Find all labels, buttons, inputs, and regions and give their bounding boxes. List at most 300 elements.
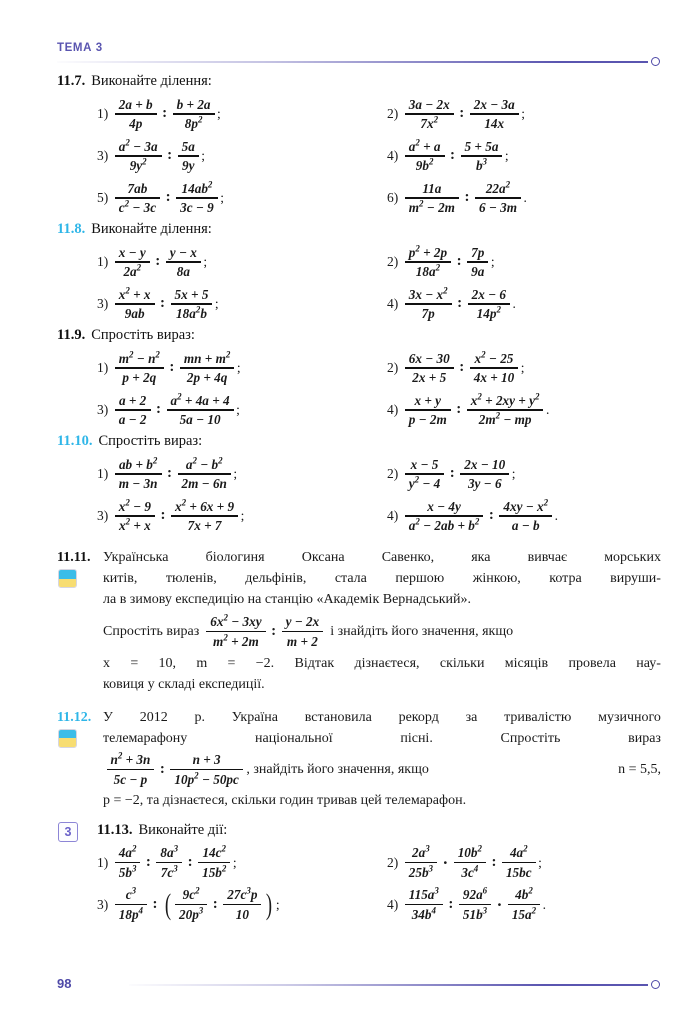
item-label: 3) <box>97 508 109 523</box>
fraction-numerator: x − y <box>118 244 146 260</box>
word: тюленів, <box>165 571 217 586</box>
fraction-bar <box>115 367 164 368</box>
fraction-bar <box>454 862 486 863</box>
division-operator: : <box>456 253 462 270</box>
fraction-bar <box>405 197 459 198</box>
fraction-numerator: $27c^3p$ <box>227 885 258 903</box>
fraction-denominator: $x^2 + x$ <box>118 516 151 534</box>
division-operator: : <box>212 896 218 913</box>
fraction-bar <box>206 631 265 632</box>
word: пісні. <box>400 730 433 746</box>
fraction-numerator: a + 2 <box>118 392 147 408</box>
division-operator: : <box>162 105 168 122</box>
fraction-denominator: m − 3n <box>118 476 158 492</box>
fraction-numerator: $m^2 - n^2$ <box>118 349 160 366</box>
word: жінкою, <box>472 571 521 586</box>
fraction-bar <box>467 409 544 410</box>
prose-line <box>103 707 661 728</box>
fraction-numerator: x − 5 <box>410 456 439 472</box>
fraction-bar <box>405 473 445 474</box>
prose-line <box>103 547 661 568</box>
exercise-item <box>97 177 387 219</box>
fraction-numerator: $x^2 - 9$ <box>118 497 152 514</box>
fraction-bar <box>173 113 215 114</box>
item-label: 3) <box>97 896 109 912</box>
math-expression <box>403 287 516 322</box>
fraction-numerator: n + 3 <box>192 751 221 767</box>
fraction-denominator: $8p^2$ <box>184 114 203 132</box>
fraction <box>175 887 207 922</box>
expression-punctuation: ; <box>220 189 225 205</box>
expression-punctuation: . <box>542 896 546 912</box>
item-label: 3) <box>97 148 109 163</box>
item-label: 4) <box>387 296 399 311</box>
exercise-heading <box>57 432 661 451</box>
item-label: 3) <box>97 296 109 311</box>
fraction-numerator: 2x − 10 <box>464 456 506 472</box>
math-expression <box>113 351 240 386</box>
item-label: 2) <box>387 360 399 375</box>
math-expression <box>403 393 549 428</box>
ukraine-flag-icon <box>58 729 77 748</box>
exercise-item <box>387 177 661 219</box>
word: яка <box>471 550 491 565</box>
expression-punctuation: . <box>545 401 550 417</box>
fraction-denominator: $2m^2$ − mp <box>478 410 532 428</box>
word: −2. <box>255 655 275 671</box>
math-expression <box>403 181 527 216</box>
math-expression <box>403 887 546 922</box>
expression-punctuation: ; <box>201 147 206 163</box>
fraction-denominator: $7c^3$ <box>160 863 178 880</box>
fraction-denominator: 5c − p <box>113 771 148 787</box>
division-operator: : <box>459 359 465 376</box>
exercise-number: 11.10. <box>57 433 93 449</box>
division-operator: : <box>488 507 494 524</box>
item-label: 3) <box>97 402 109 417</box>
prose-line <box>103 653 661 674</box>
fraction-bar <box>461 155 503 156</box>
word: Українська <box>103 550 169 565</box>
flag-bottom-stripe <box>59 579 76 588</box>
inline-math-group <box>103 752 429 787</box>
fraction-numerator: $3x - x^2$ <box>408 285 448 302</box>
fraction-bar <box>282 631 324 632</box>
fraction-bar <box>405 409 451 410</box>
fraction <box>405 887 443 922</box>
fraction <box>405 845 437 880</box>
fraction-denominator: $5b^3$ <box>118 863 137 880</box>
expression-punctuation: ; <box>236 401 240 417</box>
paren-close: ) <box>265 887 273 921</box>
fraction-numerator: $115a^3$ <box>408 885 439 903</box>
word: морських <box>604 550 661 565</box>
math-expression <box>403 499 558 534</box>
exercise-11.8 <box>57 220 661 325</box>
division-operator: : <box>160 295 166 312</box>
exercise-heading <box>57 821 661 840</box>
fraction-numerator: $a^2 - 3a$ <box>118 137 158 154</box>
fraction-denominator: $14p^2$ <box>476 304 501 322</box>
fraction <box>470 351 518 386</box>
fraction-denominator: 5a − 10 <box>179 412 221 428</box>
math-expression <box>403 845 542 880</box>
division-operator: : <box>187 854 193 871</box>
fraction-denominator: $3c^4$ <box>461 863 479 880</box>
division-operator: : <box>167 147 173 164</box>
division-operator: : <box>491 854 497 871</box>
prose-line: p = −2, та дізнаєтеся, скільки годин тривав цей телемарафон. <box>103 792 467 808</box>
fraction-denominator: $a^2 - 2ab + b^2$ <box>408 516 480 534</box>
word: 10, <box>158 655 177 671</box>
fraction <box>475 181 521 216</box>
prose-math-row <box>103 752 661 787</box>
fraction-denominator: 15bc <box>505 864 532 880</box>
fraction-bar <box>405 261 451 262</box>
fraction-bar <box>115 409 151 410</box>
fraction <box>405 245 451 280</box>
fraction <box>405 457 445 492</box>
division-operator: : <box>448 896 454 913</box>
page-header <box>57 42 660 67</box>
word: = <box>130 655 139 671</box>
word: Савенко, <box>381 550 435 565</box>
division-operator: : <box>271 622 277 639</box>
fraction-denominator: 4p <box>129 116 143 132</box>
prose-math-row <box>103 614 661 649</box>
division-operator: : <box>456 401 462 418</box>
exercise-heading <box>57 547 661 695</box>
exercise-11.9 <box>57 326 661 431</box>
item-label: 1) <box>97 854 109 870</box>
fraction-numerator: $10b^2$ <box>457 843 482 861</box>
math-trail-text: , знайдіть його значення, якщо <box>246 761 429 777</box>
fraction-denominator: $25b^3$ <box>408 863 434 880</box>
word: котра <box>549 571 582 586</box>
word: китів, <box>103 571 138 586</box>
page-number: 98 <box>57 976 72 991</box>
item-label: 4) <box>387 148 399 163</box>
fraction-denominator: $10p^2 - 50pc$ <box>174 770 239 787</box>
fraction-numerator: $p^2 + 2p$ <box>408 243 448 260</box>
exercise-item <box>387 283 661 325</box>
exercise-item <box>387 93 661 135</box>
flag-graphic <box>58 569 77 588</box>
fraction-numerator: 7p <box>471 244 485 260</box>
fraction <box>107 752 155 787</box>
exercise-item <box>97 283 387 325</box>
fraction <box>156 845 182 880</box>
fraction-numerator: $9c^2$ <box>182 885 200 903</box>
flag-bottom-stripe <box>59 738 76 747</box>
fraction-denominator: a − b <box>511 518 540 534</box>
math-condition-text: n = 5,5, <box>618 761 661 777</box>
fraction-numerator: $14ab^2$ <box>181 179 213 196</box>
math-expression <box>113 139 205 174</box>
fraction-numerator: $8a^3$ <box>160 843 179 861</box>
exercise-item <box>97 135 387 177</box>
exercise-title: Виконайте ділення: <box>91 221 212 237</box>
fraction-bar <box>467 261 488 262</box>
fraction-numerator: y − x <box>169 244 197 260</box>
inline-math-expression <box>105 752 244 787</box>
paren-open: ( <box>164 887 171 921</box>
item-label: 4) <box>387 508 399 523</box>
division-operator: : <box>459 105 465 122</box>
exercise-item <box>387 884 661 926</box>
exercise-item <box>387 495 661 537</box>
fraction <box>405 97 454 132</box>
exercise-item <box>97 495 387 537</box>
math-trail-text: і знайдіть його значення, якщо <box>326 623 514 639</box>
fraction-denominator: 7p <box>421 306 435 322</box>
item-label: 4) <box>387 402 399 417</box>
math-expression <box>113 887 279 922</box>
ukraine-flag-icon <box>58 569 77 588</box>
expression-punctuation: ; <box>203 253 208 269</box>
fraction <box>167 393 234 428</box>
exercise-item <box>387 347 661 389</box>
level-badge <box>58 822 77 841</box>
exercise-title: Виконайте дії: <box>138 821 228 838</box>
fraction-numerator: $n^2 + 3n$ <box>110 750 151 767</box>
fraction <box>115 393 151 428</box>
fraction <box>171 499 238 534</box>
fraction-numerator: 11a <box>422 180 442 196</box>
inline-math-expression <box>205 614 325 649</box>
division-operator: : <box>464 189 470 206</box>
header-rule-line <box>57 61 648 63</box>
division-operator: : <box>156 401 162 418</box>
fraction <box>115 499 155 534</box>
fraction <box>115 287 155 322</box>
fraction-denominator: $34b^4$ <box>411 905 436 922</box>
fraction-bar <box>470 113 519 114</box>
exercise-heading <box>57 326 661 345</box>
exercise-list <box>57 72 661 926</box>
fraction-denominator: $2a^2$ <box>123 262 142 280</box>
exercise-11.11 <box>57 547 661 695</box>
expression-punctuation: ; <box>240 507 245 523</box>
exercise-item <box>387 135 661 177</box>
expression-punctuation: . <box>523 189 527 205</box>
fraction <box>115 887 147 922</box>
word: вируши- <box>610 571 661 586</box>
expression-punctuation: ; <box>511 465 516 481</box>
fraction-bar <box>502 862 536 863</box>
word: Спростіть <box>500 730 561 746</box>
exercise-items <box>57 241 661 325</box>
fraction-numerator: mn + $m^2$ <box>183 349 231 366</box>
fraction <box>499 499 552 534</box>
fraction-bar <box>115 862 141 863</box>
fraction-bar <box>405 904 443 905</box>
multiplication-operator: · <box>496 894 503 914</box>
fraction-bar <box>115 473 162 474</box>
exercise-number: 11.8. <box>57 221 86 237</box>
word: скільки <box>439 655 485 671</box>
fraction-denominator: $m^2 - 2m$ <box>408 198 455 216</box>
fraction-bar <box>475 197 521 198</box>
fraction-denominator: $b^3$ <box>475 156 488 174</box>
word: дізнаєтеся, <box>354 655 420 671</box>
exercise-number: 11.12. <box>57 709 92 725</box>
division-operator: : <box>145 854 151 871</box>
exercise-items <box>57 347 661 431</box>
division-operator: : <box>159 760 165 777</box>
level-badge-number: 3 <box>58 822 78 842</box>
math-expression <box>113 845 236 880</box>
fraction-denominator: 10 <box>235 906 249 922</box>
fraction-numerator: 2x − 3a <box>473 96 515 112</box>
fraction <box>178 457 231 492</box>
fraction-denominator: $51b^3$ <box>462 905 488 922</box>
footer-rule-line <box>129 984 648 986</box>
expression-punctuation: ; <box>520 359 525 375</box>
fraction-numerator: $4a^2$ <box>509 843 528 861</box>
fraction-numerator: $a^2 - b^2$ <box>185 455 223 472</box>
expression-punctuation: ; <box>504 147 509 163</box>
exercise-item <box>97 884 387 926</box>
exercise-number: 11.7. <box>57 73 86 89</box>
fraction <box>171 287 213 322</box>
item-label: 2) <box>387 466 399 481</box>
fraction-bar <box>405 113 454 114</box>
expression-punctuation: ; <box>521 105 525 121</box>
footer-rule-dot-icon <box>651 980 660 989</box>
exercise-body <box>103 547 661 695</box>
fraction <box>502 845 536 880</box>
exercise-item <box>97 347 387 389</box>
fraction-numerator: 5a <box>181 138 195 154</box>
item-label: 2) <box>387 854 399 870</box>
exercise-item <box>387 842 661 884</box>
fraction-bar <box>460 473 509 474</box>
fraction-bar <box>170 769 243 770</box>
expression-punctuation: ; <box>233 465 238 481</box>
fraction <box>166 245 201 280</box>
word: музичного <box>598 709 661 725</box>
fraction <box>468 287 510 322</box>
word: m <box>196 655 208 671</box>
fraction <box>115 845 141 880</box>
fraction-numerator: $4b^2$ <box>515 885 533 903</box>
word: національної <box>254 730 333 746</box>
fraction-denominator: 14x <box>484 116 505 132</box>
word: Відтак <box>294 655 335 671</box>
fraction-numerator: $a^2 + a$ <box>408 137 441 154</box>
math-expression <box>113 499 244 534</box>
fraction-bar <box>115 515 155 516</box>
fraction <box>180 351 234 386</box>
fraction-numerator: $c^3$ <box>125 885 137 903</box>
fraction <box>405 287 452 322</box>
fraction-bar <box>171 515 238 516</box>
fraction <box>115 97 157 132</box>
fraction-numerator: $x^2 + 2xy + y^2$ <box>470 391 540 408</box>
exercise-heading <box>57 220 661 239</box>
fraction-bar <box>499 515 552 516</box>
theme-label: ТЕМА 3 <box>57 42 103 54</box>
exercise-number: 11.9. <box>57 327 86 343</box>
fraction-denominator: $c^2 - 3c$ <box>118 198 157 216</box>
word: вираз <box>628 730 661 746</box>
exercise-title: Спростіть вираз: <box>98 433 203 449</box>
fraction <box>115 139 162 174</box>
word: стала <box>334 571 367 586</box>
exercise-item <box>387 389 661 431</box>
fraction-bar <box>468 303 510 304</box>
fraction <box>173 97 215 132</box>
fraction-numerator: 3a − 2x <box>408 96 450 112</box>
word: провела <box>568 655 616 671</box>
fraction <box>508 887 540 922</box>
exercise-11.13 <box>57 821 661 926</box>
exercise-number: 11.11. <box>57 550 91 565</box>
exercise-content <box>57 72 661 927</box>
fraction <box>115 457 162 492</box>
fraction-denominator: $m^2 + 2m$ <box>213 632 259 649</box>
item-label: 1) <box>97 466 109 481</box>
division-operator: : <box>450 147 456 164</box>
fraction <box>405 351 454 386</box>
fraction-denominator: 9a <box>471 264 485 280</box>
word: першою <box>395 571 445 586</box>
math-expression <box>403 245 494 280</box>
math-expression <box>113 457 237 492</box>
fraction-bar <box>470 367 518 368</box>
fraction-numerator: x + y <box>414 392 442 408</box>
word: вивчає <box>527 550 568 565</box>
item-label: 6) <box>387 190 399 205</box>
fraction <box>176 181 218 216</box>
word: 2012 <box>139 709 168 725</box>
fraction-numerator: 2x − 6 <box>471 286 506 302</box>
prose-line <box>103 728 661 749</box>
expression-punctuation: ; <box>275 896 280 912</box>
division-operator: : <box>165 189 171 206</box>
fraction-numerator: b + 2a <box>176 96 211 112</box>
fraction <box>470 97 519 132</box>
fraction-denominator: $9b^2$ <box>415 156 434 174</box>
fraction-denominator: $18a^2b$ <box>176 304 207 322</box>
fraction-bar <box>115 113 157 114</box>
flag-graphic <box>58 729 77 748</box>
fraction-denominator: 4x + 10 <box>473 370 515 386</box>
fraction-denominator: $7x^2$ <box>420 114 439 132</box>
expression-punctuation: ; <box>214 295 219 311</box>
exercise-title: Виконайте ділення: <box>91 73 212 89</box>
fraction-numerator: $x^2 - 25$ <box>474 349 514 366</box>
fraction <box>467 245 488 280</box>
word: телемарафону <box>103 730 188 746</box>
fraction-denominator: m + 2 <box>286 633 318 649</box>
fraction-bar <box>178 473 231 474</box>
fraction <box>459 887 491 922</box>
division-operator: : <box>169 359 175 376</box>
fraction-numerator: 6x − 30 <box>408 350 450 366</box>
flag-top-stripe <box>59 570 76 579</box>
fraction-denominator: 9ab <box>124 306 145 322</box>
expression-punctuation: ; <box>217 105 221 121</box>
fraction-numerator: $4xy - x^2$ <box>503 497 549 514</box>
exercise-11.7 <box>57 72 661 219</box>
fraction-denominator: $20p^3$ <box>179 905 204 922</box>
fraction-denominator: $18p^4$ <box>118 905 144 922</box>
fraction-denominator: 2p + 4q <box>186 370 228 386</box>
word: р. <box>194 709 205 725</box>
math-expression <box>403 351 524 386</box>
